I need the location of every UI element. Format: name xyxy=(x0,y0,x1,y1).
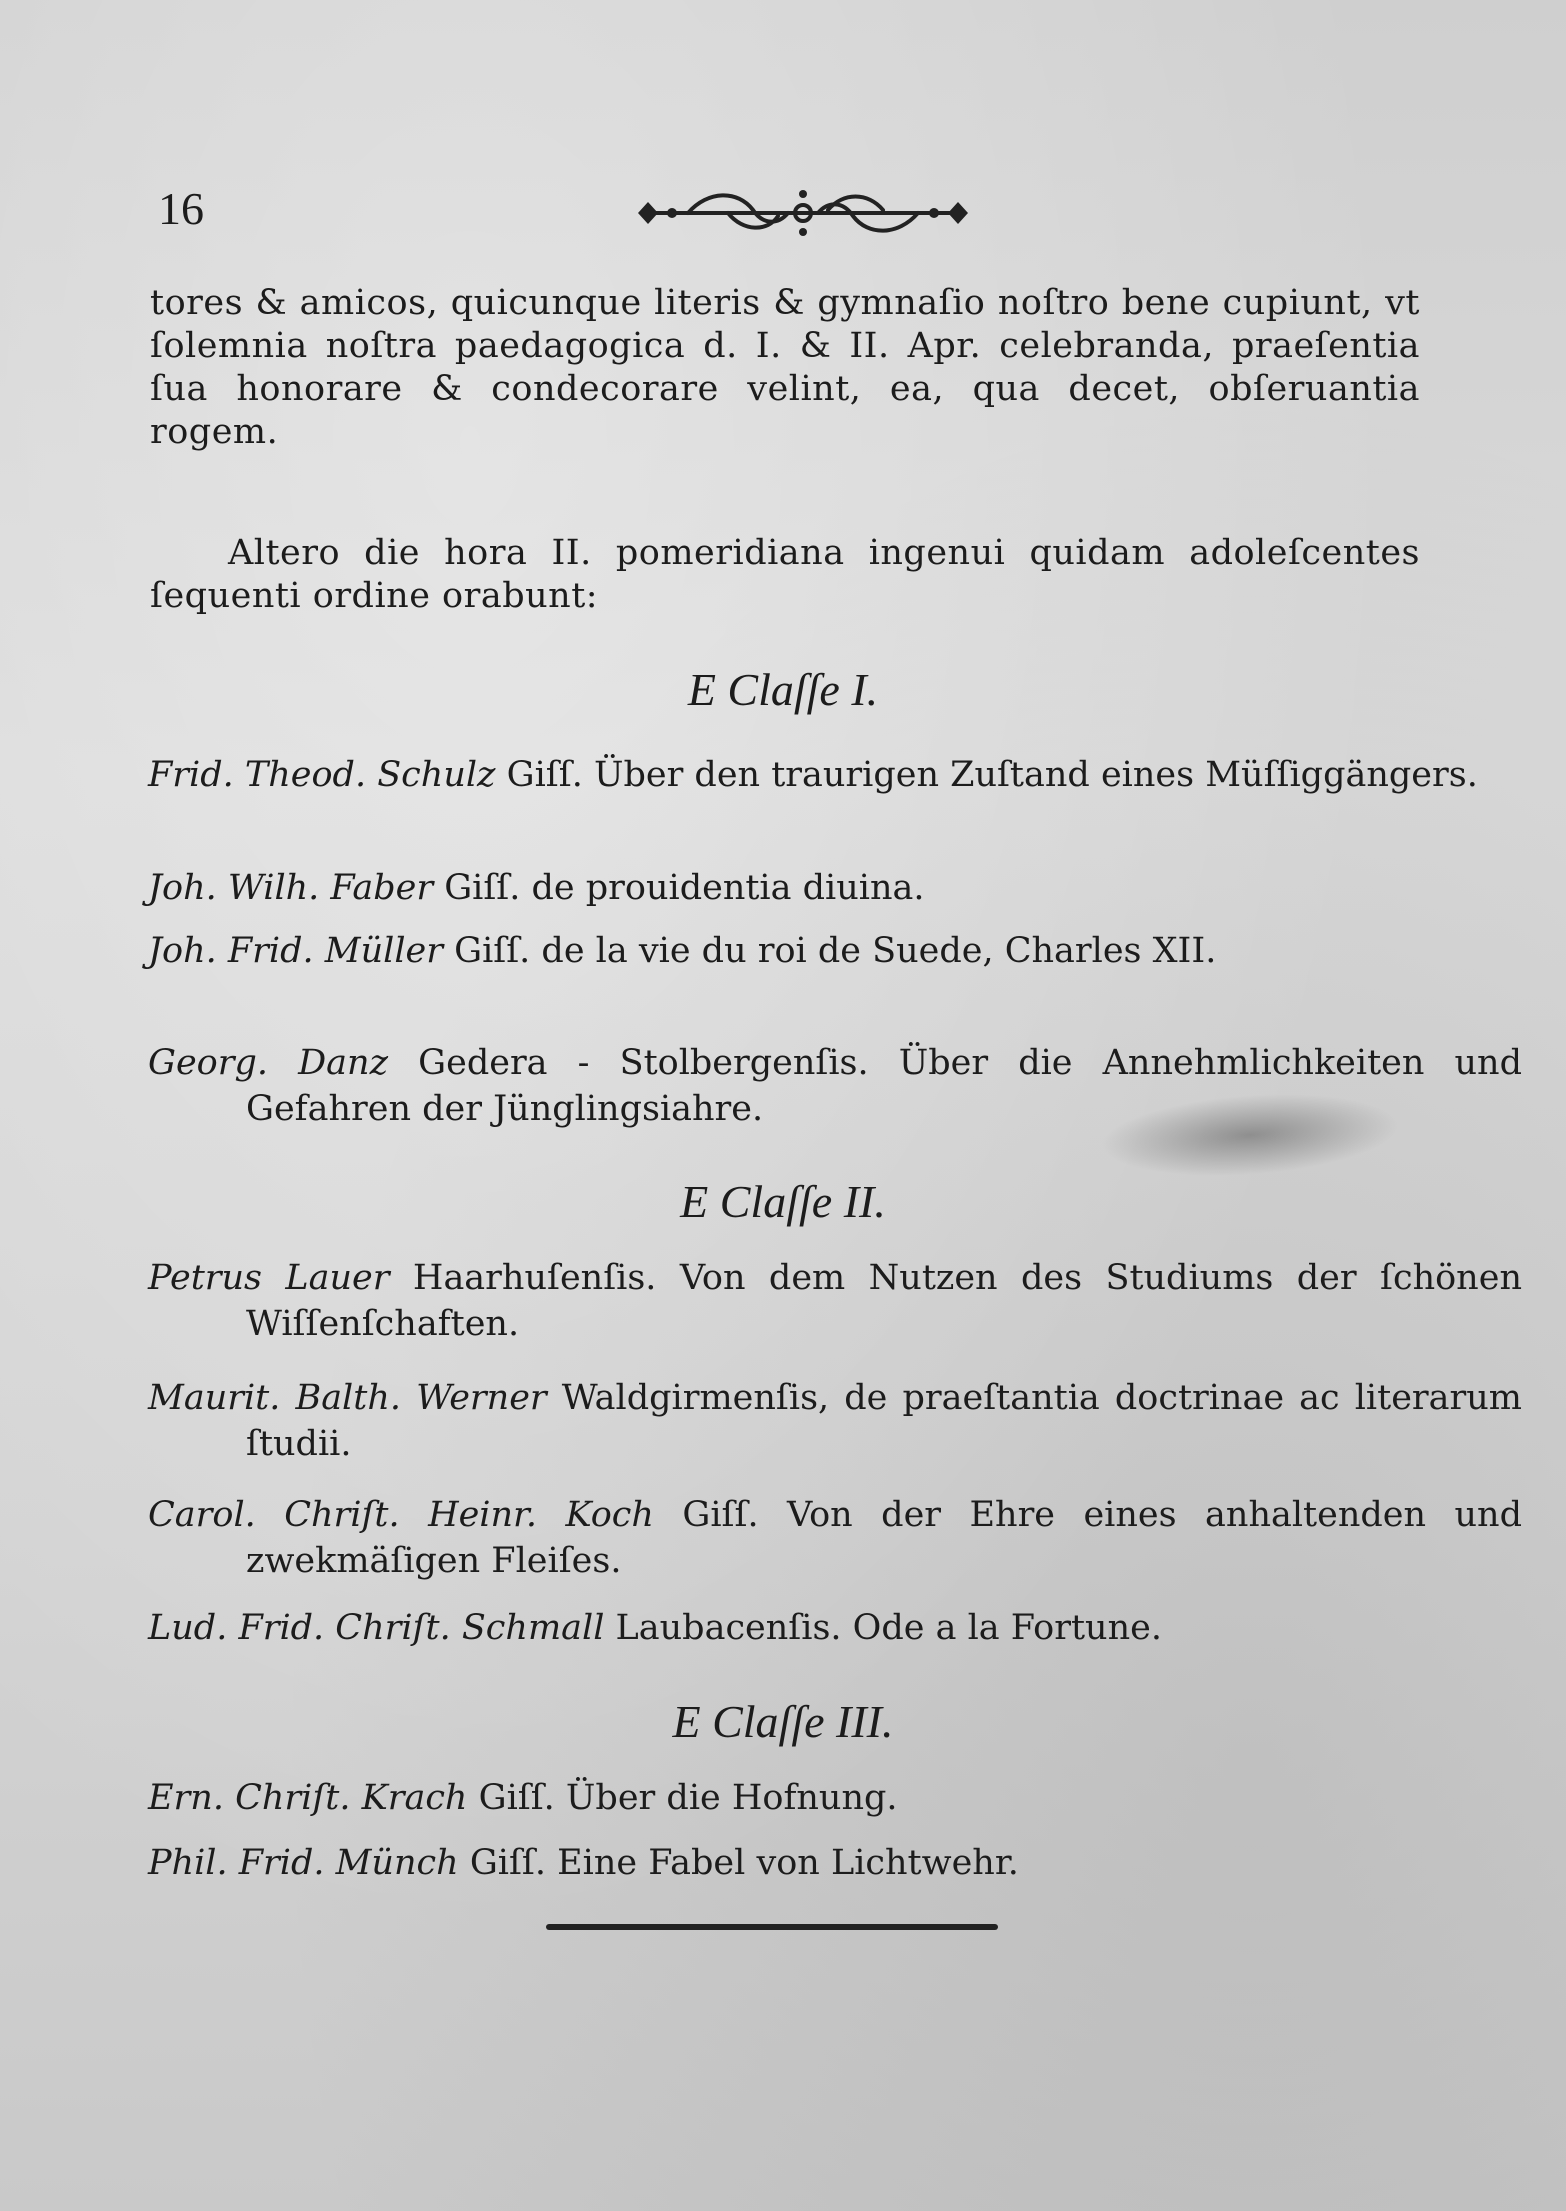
page-number: 16 xyxy=(158,183,204,234)
oration-title: Laubacenſis. Ode a la Fortune. xyxy=(615,1608,1162,1648)
speaker-name: Petrus Lauer xyxy=(148,1258,390,1298)
entry-row xyxy=(148,928,1522,974)
closing-rule xyxy=(546,1924,998,1930)
oration-title: Waldgirmenſis, de praeſtantia doctrinae ac literarum ſtudii. xyxy=(246,1378,1522,1464)
speaker-name: Carol. Chriſt. Heinr. Koch xyxy=(148,1495,654,1535)
entry-row xyxy=(148,1775,1522,1821)
entry-row xyxy=(148,1492,1522,1584)
speaker-name: Maurit. Balth. Werner xyxy=(148,1378,547,1418)
decorative-ornament-icon xyxy=(628,180,978,246)
class-heading-3: E Claſſe III. xyxy=(672,1696,894,1747)
speaker-name: Joh. Frid. Müller xyxy=(148,931,443,971)
oration-title: Giſſ. Von der Ehre eines anhaltenden und zwekmäſigen Fleiſes. xyxy=(246,1495,1522,1581)
entry-row xyxy=(148,1840,1522,1886)
intro-paragraph: tores & amicos, quicunque literis & gymnaſio noſtro bene cupiunt, vt ſolemnia noſtra paedagogica d. I. & II. Apr. celebranda, praeſentia ſua honorare & condecorare velint, ea, qua decet, obſeruantia rogem. xyxy=(150,283,1420,452)
entry-row xyxy=(148,1255,1522,1347)
speaker-name: Frid. Theod. Schulz xyxy=(148,755,496,795)
speaker-name: Georg. Danz xyxy=(148,1043,389,1083)
oration-title: Giſſ. de la vie du roi de Suede, Charles XII. xyxy=(454,931,1217,971)
class-heading-2: E Claſſe II. xyxy=(680,1176,886,1227)
speaker-name: Ern. Chriſt. Krach xyxy=(148,1778,468,1818)
entry-row xyxy=(148,865,1522,911)
schedule-paragraph: Altero die hora II. pomeridiana ingenui quidam adoleſcentes ſequenti ordine orabunt: xyxy=(150,533,1420,616)
class-heading-1: E Claſſe I. xyxy=(687,664,879,715)
oration-title: Gedera - Stolbergenſis. Über die Annehmlichkeiten und Gefahren der Jünglingsiahre. xyxy=(246,1043,1522,1129)
speaker-name: Lud. Frid. Chriſt. Schmall xyxy=(148,1608,605,1648)
speaker-name: Joh. Wilh. Faber xyxy=(148,868,434,908)
entry-row xyxy=(148,1605,1522,1651)
oration-title: Giſſ. Eine Fabel von Lichtwehr. xyxy=(469,1843,1019,1883)
speaker-name: Phil. Frid. Münch xyxy=(148,1843,459,1883)
oration-title: Giſſ. Über den traurigen Zuſtand eines Müſſiggängers. xyxy=(506,755,1478,795)
oration-title: Giſſ. de prouidentia diuina. xyxy=(444,868,925,908)
entry-row xyxy=(148,752,1522,798)
entry-row xyxy=(148,1375,1522,1467)
oration-title: Haarhuſenſis. Von dem Nutzen des Studiums der ſchönen Wiſſenſchaften. xyxy=(246,1258,1522,1344)
oration-title: Giſſ. Über die Hofnung. xyxy=(478,1778,898,1818)
